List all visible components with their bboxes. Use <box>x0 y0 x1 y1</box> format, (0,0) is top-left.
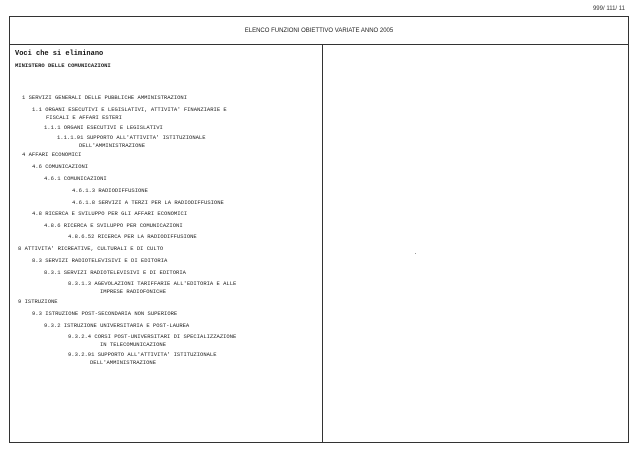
list-item <box>18 298 58 306</box>
list-item-text: 4.8.6 RICERCA E SVILUPPO PER COMUNICAZIONI <box>44 222 183 229</box>
list-item <box>72 187 148 195</box>
list-item <box>68 280 236 296</box>
list-item <box>68 351 217 367</box>
list-item-text: 4.6.1.3 RADIODIFFUSIONE <box>72 187 148 194</box>
list-item-text: 4.8 RICERCA E SVILUPPO PER GLI AFFARI ECONOMICI <box>32 210 188 217</box>
list-item-continuation: FISCALI E AFFARI ESTERI <box>46 114 122 121</box>
list-item <box>32 310 177 318</box>
list-item-text: 9 ISTRUZIONE <box>18 298 58 305</box>
list-item-text: 8 ATTIVITA' RICREATIVE, CULTURALI E DI CULTO <box>18 245 164 252</box>
document-title: ELENCO FUNZIONI OBIETTIVO VARIATE ANNO 2005 <box>10 17 628 45</box>
list-item <box>32 163 88 171</box>
list-item <box>22 151 81 159</box>
right-column <box>323 45 628 442</box>
list-item-text: 8.3.1.3 AGEVOLAZIONI TARIFFARIE ALL'EDITORIA E ALLE <box>68 280 237 287</box>
list-item-text: 4 AFFARI ECONOMICI <box>22 151 82 158</box>
list-item-text: 1.1 ORGANI ESECUTIVI E LEGISLATIVI, ATTIVITA' FINANZIARIE E <box>32 106 227 113</box>
list-item-text: 9.3.2.4 CORSI POST-UNIVERSITARI DI SPECIALIZZAZIONE <box>68 333 237 340</box>
list-item <box>44 124 163 132</box>
list-item-text: 9.3.2 ISTRUZIONE UNIVERSITARIA E POST-LAUREA <box>44 322 190 329</box>
list-item-text: 1 SERVIZI GENERALI DELLE PUBBLICHE AMMINISTRAZIONI <box>22 94 188 101</box>
list-item-text: 1.1.1 ORGANI ESECUTIVI E LEGISLATIVI <box>44 124 163 131</box>
list-item <box>68 233 197 241</box>
left-column <box>10 45 323 442</box>
list-item-continuation: DELL'AMMINISTRAZIONE <box>90 359 157 366</box>
list-item-text: 4.8.6.52 RICERCA PER LA RADIODIFFUSIONE <box>68 233 197 240</box>
list-item <box>44 269 186 277</box>
list-item <box>72 199 224 207</box>
section-heading: Voci che si eliminano <box>15 50 104 58</box>
list-item <box>32 106 227 122</box>
scan-speck <box>415 253 416 254</box>
list-item <box>44 322 189 330</box>
list-item-continuation: DELL'AMMINISTRAZIONE <box>79 142 146 149</box>
list-item <box>32 210 187 218</box>
list-item-text: 8.3 SERVIZI RADIOTELEVISIVI E DI EDITORIA <box>32 257 168 264</box>
list-item-text: 9.3 ISTRUZIONE POST-SECONDARIA NON SUPERIORE <box>32 310 178 317</box>
ministry-label: MINISTERO DELLE COMUNICAZIONI <box>15 62 111 69</box>
document-frame <box>9 16 629 443</box>
page-code: 999/ 111/ 11 <box>592 6 625 12</box>
list-item <box>44 222 183 230</box>
list-item <box>18 245 163 253</box>
list-item-text: 4.6.1 COMUNICAZIONI <box>44 175 107 182</box>
list-item-continuation: IMPRESE RADIOFONICHE <box>100 288 167 295</box>
list-item <box>32 257 167 265</box>
list-item-continuation: IN TELECOMUNICAZIONE <box>100 341 167 348</box>
list-item <box>57 134 206 150</box>
list-item-text: 4.6.1.8 SERVIZI A TERZI PER LA RADIODIFFUSIONE <box>72 199 224 206</box>
list-item-text: 8.3.1 SERVIZI RADIOTELEVISIVI E DI EDITORIA <box>44 269 186 276</box>
list-item <box>22 94 187 102</box>
list-item-text: 9.3.2.91 SUPPORTO ALL'ATTIVITA' ISTITUZIONALE <box>68 351 217 358</box>
list-item-text: 1.1.1.91 SUPPORTO ALL'ATTIVITA' ISTITUZIONALE <box>57 134 206 141</box>
list-item <box>44 175 107 183</box>
list-item <box>68 333 236 349</box>
list-item-text: 4.6 COMUNICAZIONI <box>32 163 89 170</box>
